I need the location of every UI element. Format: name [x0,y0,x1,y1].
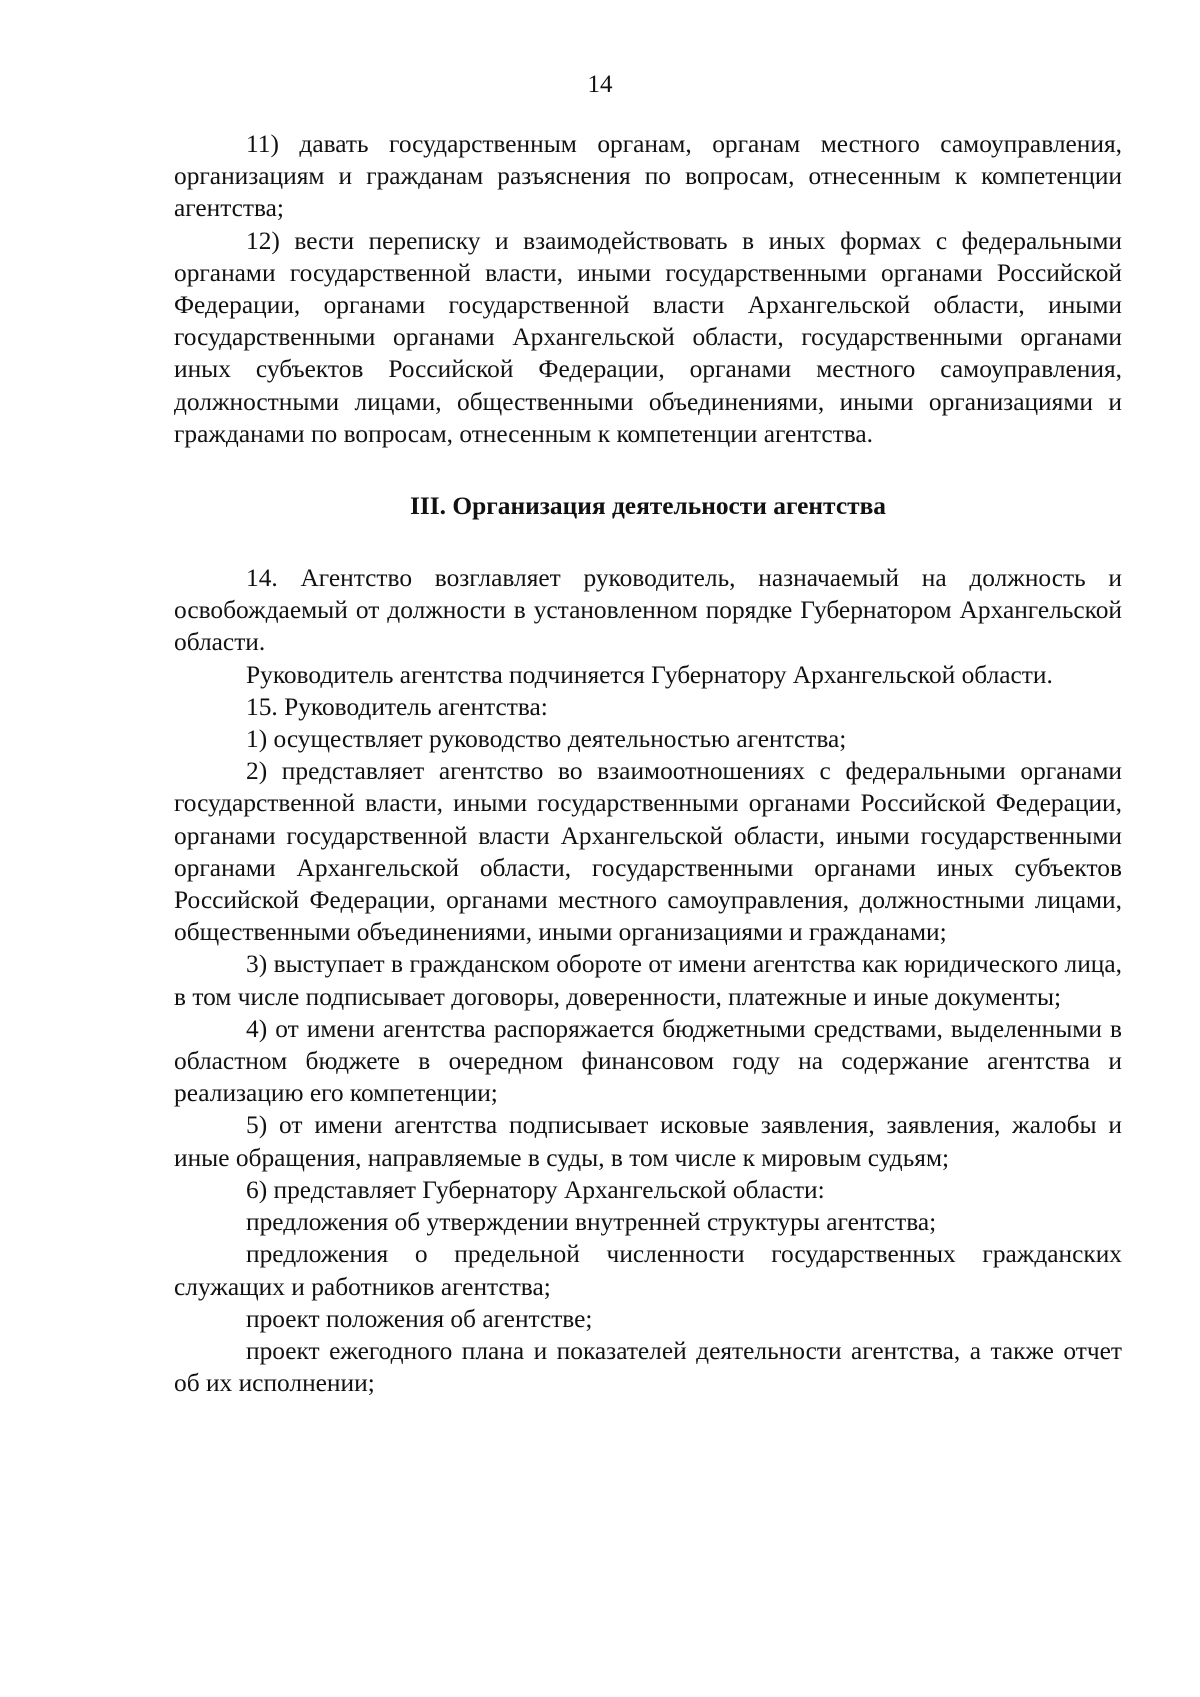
page-number: 14 [587,71,613,98]
paragraph-regulation-draft: проект положения об агентстве; [246,1304,593,1333]
paragraph-item-11: 11) давать государственным органам, органам местного самоуправления, организациям и гражданам разъяснения по вопросам, отнесенным к компетенции агентства; [174,130,1122,223]
paragraph-item-2: 2) представляет агентство во взаимоотношениях с федеральными органами государственной власти, иными государственными органами Российской Федерации, органами государственной власти Архангельской области, иными государственными органами Архангельской области, государственными органами иных субъектов Российской Федерации, органами местного самоуправления, должностными лицами, общественными объединениями, иными организациями и гражданами; [174,757,1122,947]
paragraph-clause-15: 15. Руководитель агентства: [246,692,548,721]
paragraph-item-5: 5) от имени агентства подписывает исковые заявления, заявления, жалобы и иные обращения, направляемые в суды, в том числе к мировым судьям; [174,1111,1122,1172]
paragraph-item-12: 12) вести переписку и взаимодействовать в иных формах с федеральными органами государственной власти, иными государственными органами Российской Федерации, органами государственной власти Архангельской области, иными государственными органами Архангельской области, государственными органами иных субъектов Российской Федерации, органами местного самоуправления, должностными лицами, общественными объединениями, иными организациями и гражданами по вопросам, отнесенным к компетенции агентства. [174,226,1122,448]
paragraph-clause-14: 14. Агентство возглавляет руководитель, назначаемый на должность и освобождаемый от должности в установленном порядке Губернатором Архангельской области. [174,564,1122,657]
paragraph-structure-proposal: предложения об утверждении внутренней структуры агентства; [246,1208,937,1237]
paragraph-annual-plan-draft: проект ежегодного плана и показателей деятельности агентства, а также отчет об их исполнении; [174,1336,1122,1398]
paragraph-item-1: 1) осуществляет руководство деятельностью агентства; [246,725,847,754]
paragraph-item-6: 6) представляет Губернатору Архангельской области: [246,1175,825,1204]
paragraph-item-4: 4) от имени агентства распоряжается бюджетными средствами, выделенными в областном бюджете в очередном финансовом году на содержание агентства и реализацию его компетенции; [174,1014,1122,1108]
paragraph-headcount-proposal: предложения о предельной численности государственных гражданских служащих и работников агентства; [174,1240,1122,1301]
document-body [174,128,1122,1399]
paragraph-subordination: Руководитель агентства подчиняется Губернатору Архангельской области. [246,660,1053,689]
section-heading: III. Организация деятельности агентства [410,492,886,521]
paragraph-item-3: 3) выступает в гражданском обороте от имени агентства как юридического лица, в том числе подписывает договоры, доверенности, платежные и иные документы; [174,950,1122,1011]
